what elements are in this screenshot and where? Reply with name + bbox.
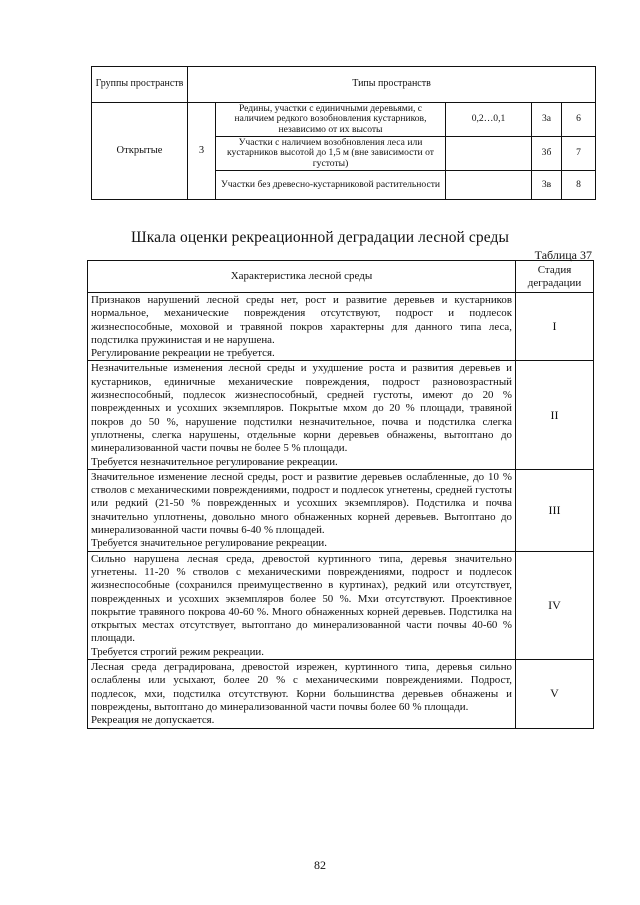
page-number: 82 [314,858,326,872]
space-type-num: 7 [562,137,596,171]
degradation-header-row [88,261,594,293]
table-row [88,293,594,361]
degradation-scale-table [87,260,594,729]
space-type-num: 8 [562,171,596,200]
row-text: Лесная среда деградирована, древостой изрежен, куртинного типа, деревья сильно ослаблены или усыхают, более 20 % с механическими повреждениями. Подрост, подлесок, мхи, подстилка отсутствуют. Корни большинства деревьев обнажены и повреждены, вытоптано до минерализованной части почвы более 60 % площади. [91,661,512,713]
row-recommendation: Регулирование рекреации не требуется. [91,347,275,360]
space-type-value [446,137,532,171]
space-type-desc: Редины, участки с единичными деревьями, с наличием редкого возобновления кустарников, независимо от их высоты [216,103,446,137]
row-description [88,551,516,659]
space-type-code: 3в [532,171,562,200]
row-stage: V [516,660,594,728]
header-stage: Стадия деградации [516,261,594,293]
header-types: Типы пространств [188,67,596,103]
space-type-num: 6 [562,103,596,137]
row-description [88,469,516,551]
row-stage: III [516,469,594,551]
row-stage: I [516,293,594,361]
row-description [88,660,516,728]
row-recommendation: Требуется значительное регулирование рекреации. [91,537,327,550]
row-description [88,293,516,361]
row-recommendation: Рекреация не допускается. [91,714,215,727]
space-type-code: 3а [532,103,562,137]
row-recommendation: Требуется строгий режим рекреации. [91,645,264,658]
row-recommendation: Требуется незначительное регулирование рекреации. [91,455,338,468]
space-type-value: 0,2…0,1 [446,103,532,137]
table-row [88,469,594,551]
space-type-desc: Участки без древесно-кустарниковой растительности [216,171,446,200]
header-groups: Группы пространств [92,67,188,103]
space-type-desc: Участки с наличием возобновления леса или кустарников высотой до 1,5 м (вне зависимости от густоты) [216,137,446,171]
row-text: Значительное изменение лесной среды, рост и развитие деревьев ослабленные, до 10 % стволов с механическими повреждениями, подрост и подлесок угнетены, средней густоты или редкий (21-50 % поврежденных и усохших экземпляров). Подстилка и почва значительно уплотнены, довольно много обнаженных корней деревьев. Вытоптано до минерализованной части почвы 6-40 % площадей. [91,470,512,537]
row-text: Признаков нарушений лесной среды нет, рост и развитие деревьев и кустарников нормальное, механические повреждения отсутствуют, подрост и подлесок жизнеспособные, моховой и травяной покров характерны для данного типа леса, подстилка пружинистая и не нарушена. [91,294,512,346]
space-types-header-row [92,67,596,103]
table-number: Таблица 37 [534,248,592,262]
table-row [88,660,594,728]
group-name: Открытые [92,103,188,200]
table-row [88,551,594,659]
row-text: Сильно нарушена лесная среда, древостой куртинного типа, деревья значительно угнетены. 11-20 % стволов с механическими повреждениями, подрост и подлесок жизнеспособные (сохранился преимущественно в куртинах), редкий или отсутствует, поврежденных и усохших экземпляров более 50 %. Мхи отсутствуют. Проективное покрытие травяного покрова 40-60 %. Много обнаженных корней деревьев. Подстилка на открытых местах отсутствует, вытоптано до минерализованной части почвы 40-60 % площади. [91,552,512,645]
row-text: Незначительные изменения лесной среды и ухудшение роста и развития деревьев и кустарников, единичные механические повреждения, подрост разновозрастный жизнеспособный, подлесок жизнеспособный, средней густоты, имеют до 20 % поврежденных и усохших экземпляров. Покрытые мхом до 20 % площади, травяной покров до 50 %, нарушение подстилки незначительное, почва и подстилка слегка уплотнены, слегка нарушены, отдельные корни деревьев обнажены, вытоптано до минерализованной части почвы не более 5 % площади. [91,362,512,455]
group-number: 3 [188,103,216,200]
row-stage: IV [516,551,594,659]
row-stage: II [516,361,594,469]
space-types-table [91,66,596,200]
table-row [92,103,596,137]
section-title: Шкала оценки рекреационной деградации лесной среды [130,229,510,246]
table-row [88,361,594,469]
row-description [88,361,516,469]
space-type-value [446,171,532,200]
space-type-code: 3б [532,137,562,171]
header-characteristic: Характеристика лесной среды [88,261,516,293]
